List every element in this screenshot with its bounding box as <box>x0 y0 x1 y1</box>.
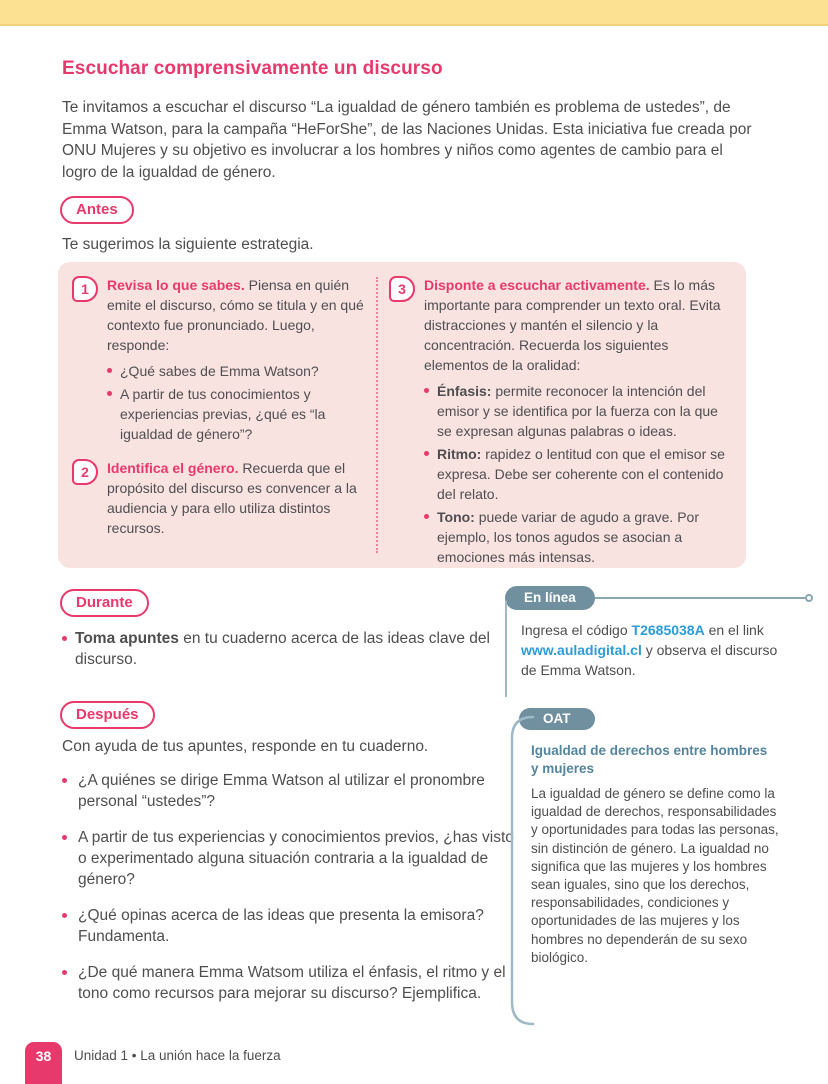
list-item: ¿De qué manera Emma Watsom utiliza el énfasis, el ritmo y el tono como recursos para mejorar su discurso? Ejemplifica. <box>62 962 520 1004</box>
list-item <box>424 444 732 504</box>
step-2-text <box>107 458 368 538</box>
step-1 <box>72 275 368 447</box>
aula-digital-link[interactable]: www.auladigital.cl <box>521 642 642 658</box>
tono-text: puede variar de agudo a grave. Por ejemplo, los tonos agudos se asocian a emociones más intensas. <box>437 509 699 565</box>
strategy-box-right-column <box>389 275 732 565</box>
list-item <box>62 628 520 670</box>
step-1-description: Piensa en quién emite el discurso, cómo se titula y en qué contexto fue pronunciado. Luego, responde: <box>107 277 364 353</box>
ritmo-text: rapidez o lentitud con que el emisor se expresa. Debe ser coherente con el contenido del relato. <box>437 446 725 502</box>
list-item: A partir de tus conocimientos y experiencias previas, ¿qué es “la igualdad de género”? <box>107 384 368 444</box>
oat-box <box>505 708 813 967</box>
step-3-body <box>424 275 732 568</box>
en-linea-header <box>505 586 813 610</box>
toma-apuntes-text: en tu cuaderno acerca de las ideas clave del discurso. <box>75 630 490 668</box>
list-item: ¿Qué opinas acerca de las ideas que presenta la emisora? Fundamenta. <box>62 905 520 947</box>
step-1-bullet-list <box>107 361 368 444</box>
list-item: ¿Qué sabes de Emma Watson? <box>107 361 368 381</box>
step-2 <box>72 458 368 538</box>
step-3 <box>389 275 732 568</box>
connector-dot-icon <box>805 594 813 602</box>
step-3-title: Disponte a escuchar activamente. <box>424 277 650 293</box>
ritmo-lead: Ritmo: <box>437 446 482 462</box>
page-title: Escuchar comprensivamente un discurso <box>62 58 443 79</box>
oat-bracket-line <box>505 714 537 1028</box>
oat-pill: OAT <box>519 708 595 730</box>
oat-heading: Igualdad de derechos entre hombres y mujeres <box>531 743 768 776</box>
access-code: T2685038A <box>631 622 705 638</box>
step-2-title: Identifica el género. <box>107 460 239 476</box>
en-linea-middle: en el link <box>704 622 764 638</box>
antes-intro: Te sugerimos la siguiente estrategia. <box>62 236 314 253</box>
step-3-bullet-list <box>424 381 732 567</box>
badge-durante: Durante <box>60 589 149 617</box>
step-2-body <box>107 458 368 538</box>
dotted-divider <box>376 277 378 553</box>
durante-list <box>62 628 520 670</box>
badge-despues: Después <box>60 701 155 729</box>
enfasis-text: permite reconocer la intención del emisor y se identifica por la fuerza con la que se expresan algunas palabras o ideas. <box>437 383 718 439</box>
step-3-description: Es lo más importante para comprender un texto oral. Evita distracciones y mantén el silencio y la concentración. Recuerda los siguientes elementos de la oralidad: <box>424 277 721 373</box>
strategy-box-left-column <box>72 275 368 555</box>
despues-question-list <box>62 770 520 1019</box>
list-item: A partir de tus experiencias y conocimientos previos, ¿has visto o experimentado alguna situación contraria a la igualdad de género? <box>62 827 520 890</box>
badge-antes: Antes <box>60 196 134 224</box>
step-2-number-badge: 2 <box>72 459 98 485</box>
enfasis-lead: Énfasis: <box>437 383 492 399</box>
step-2-description: Recuerda que el propósito del discurso es convencer a la audiencia y para ello utiliza distintos recursos. <box>107 460 357 536</box>
en-linea-suffix: y observa el discurso de Emma Watson. <box>521 642 778 678</box>
page-number-tab: 38 <box>25 1042 62 1084</box>
top-accent-bar <box>0 0 828 26</box>
step-1-number-badge: 1 <box>72 276 98 302</box>
oat-text: La igualdad de género se define como la igualdad de derechos, responsabilidades y oportunidades para todas las personas, sin distinción de género. La igualdad no significa que las mujeres y los hombres sean iguales, sino que los derechos, responsabilidades, condiciones y oportunidades de las mujeres y los hombres no dependerán de su sexo biológico. <box>531 786 779 965</box>
step-1-title: Revisa lo que sabes. <box>107 277 245 293</box>
step-3-number-badge: 3 <box>389 276 415 302</box>
en-linea-text <box>521 620 789 680</box>
strategy-box <box>58 262 746 568</box>
connector-line <box>595 597 805 599</box>
step-3-text <box>424 275 732 375</box>
footer-breadcrumb: Unidad 1 • La unión hace la fuerza <box>74 1048 281 1063</box>
en-linea-pill: En línea <box>505 586 595 610</box>
list-item <box>424 507 732 567</box>
despues-intro: Con ayuda de tus apuntes, responde en tu cuaderno. <box>62 738 429 755</box>
en-linea-prefix: Ingresa el código <box>521 622 632 638</box>
en-linea-box <box>505 586 813 680</box>
list-item <box>424 381 732 441</box>
intro-paragraph: Te invitamos a escuchar el discurso “La igualdad de género también es problema de ustedes”, de Emma Watson, para la campaña “HeForShe”, de las Naciones Unidas. Esta iniciativa fue creada por ONU Mujeres y su objetivo es involucrar a los hombres y niños como agentes de cambio para el logro de la igualdad de género. <box>62 99 752 181</box>
step-1-text <box>107 275 368 355</box>
step-1-body <box>107 275 368 447</box>
tono-lead: Tono: <box>437 509 475 525</box>
list-item: ¿A quiénes se dirige Emma Watson al utilizar el pronombre personal “ustedes”? <box>62 770 520 812</box>
toma-apuntes-lead: Toma apuntes <box>75 630 179 647</box>
